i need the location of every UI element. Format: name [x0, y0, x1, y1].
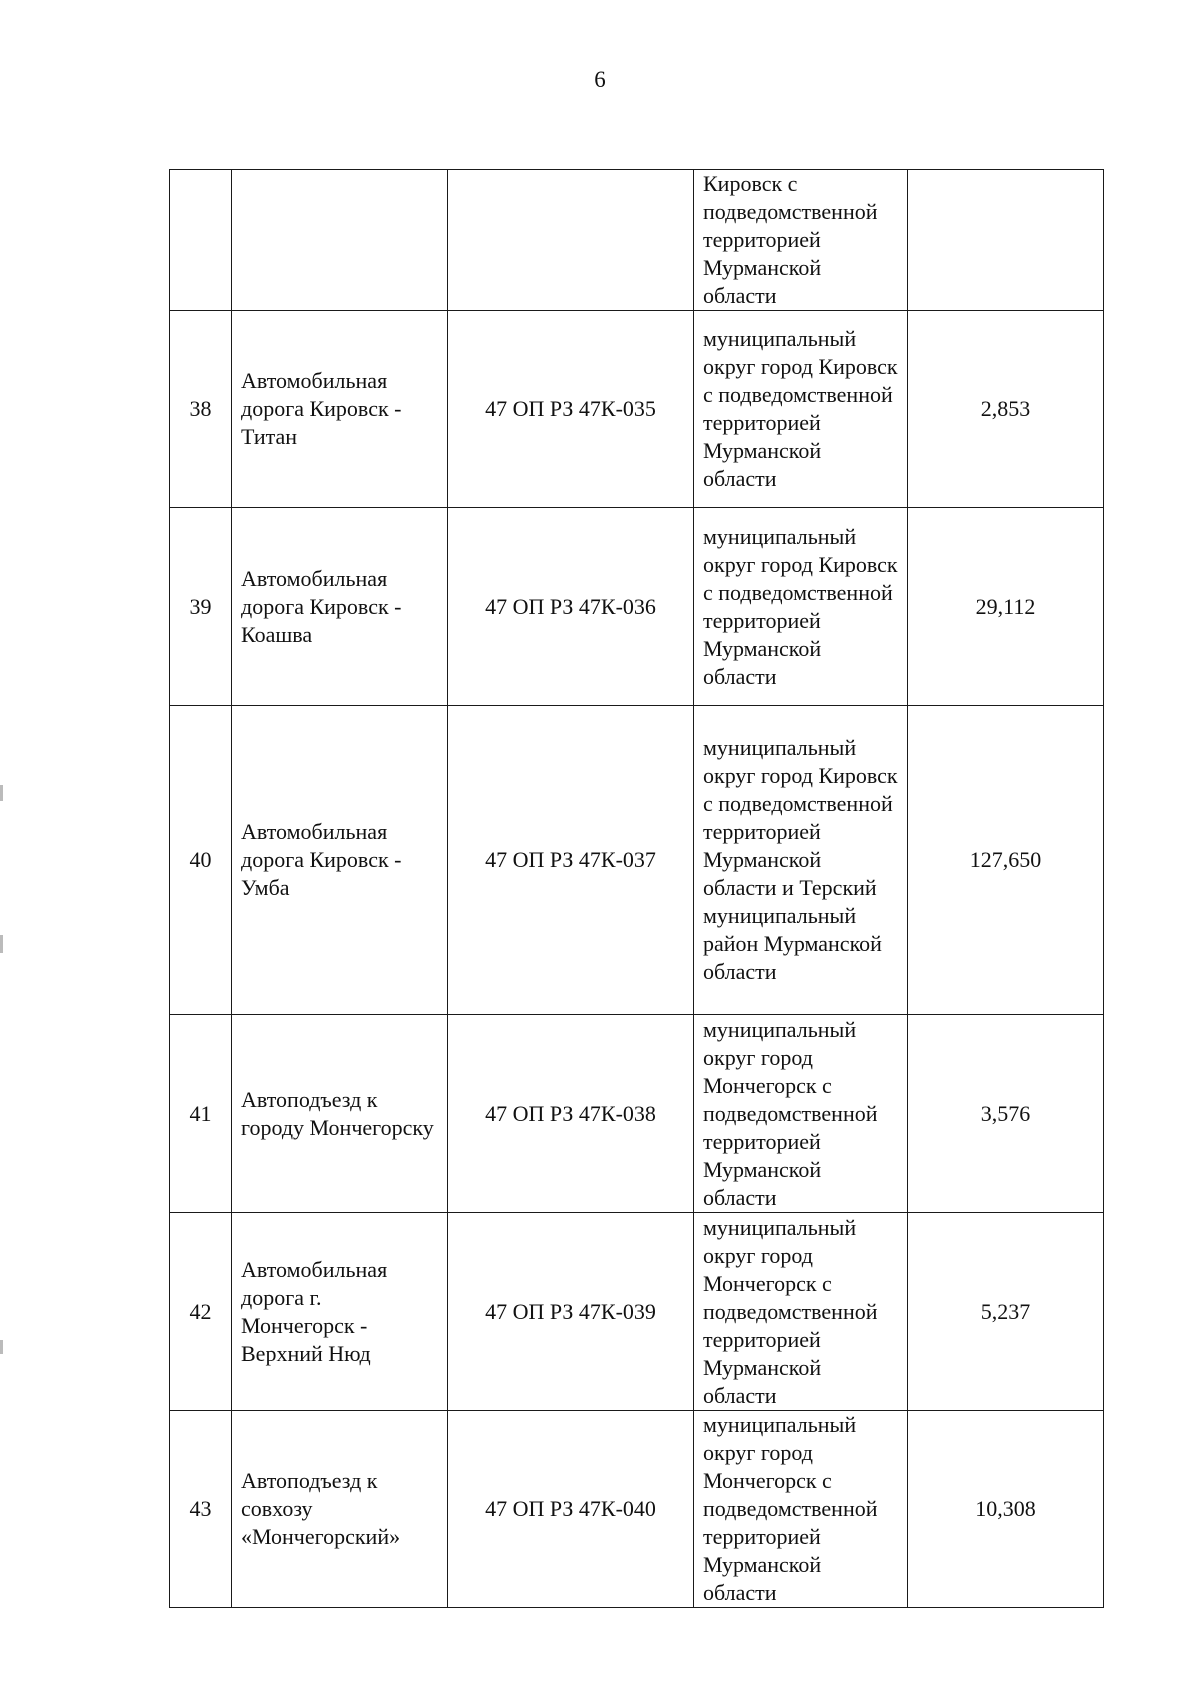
cell-id: 47 ОП РЗ 47К-039: [448, 1213, 694, 1411]
cell-territory: муниципальный округ город Мончегорск с подведомственной территорией Мурманской области: [694, 1411, 908, 1608]
cell-id: 47 ОП РЗ 47К-038: [448, 1015, 694, 1213]
roads-table: [169, 169, 1104, 1608]
cell-length: 2,853: [908, 311, 1104, 508]
scan-margin-mark: [0, 785, 3, 801]
cell-length: 5,237: [908, 1213, 1104, 1411]
cell-territory: Кировск с подведомственной территорией Мурманской области: [694, 170, 908, 311]
cell-name: Автомобильная дорога Кировск - Коашва: [232, 508, 448, 706]
table-row: [170, 1015, 1104, 1213]
scan-margin-mark: [0, 1340, 3, 1354]
cell-territory: муниципальный округ город Кировск с подведомственной территорией Мурманской области: [694, 508, 908, 706]
cell-length: 10,308: [908, 1411, 1104, 1608]
table-row: [170, 508, 1104, 706]
cell-territory: муниципальный округ город Кировск с подведомственной территорией Мурманской области и Терский муниципальный район Мурманской области: [694, 706, 908, 1015]
cell-territory: муниципальный округ город Кировск с подведомственной территорией Мурманской области: [694, 311, 908, 508]
cell-id: 47 ОП РЗ 47К-037: [448, 706, 694, 1015]
cell-num: 39: [170, 508, 232, 706]
cell-num: 43: [170, 1411, 232, 1608]
cell-num: [170, 170, 232, 311]
table-row: [170, 311, 1104, 508]
cell-name: Автомобильная дорога г. Мончегорск - Верхний Нюд: [232, 1213, 448, 1411]
cell-id: [448, 170, 694, 311]
table-row: [170, 1213, 1104, 1411]
cell-name: Автоподъезд к городу Мончегорску: [232, 1015, 448, 1213]
cell-name: [232, 170, 448, 311]
cell-num: 38: [170, 311, 232, 508]
page-number: 6: [594, 67, 606, 92]
cell-name: Автомобильная дорога Кировск - Титан: [232, 311, 448, 508]
cell-num: 41: [170, 1015, 232, 1213]
cell-length: 127,650: [908, 706, 1104, 1015]
cell-name: Автоподъезд к совхозу «Мончегорский»: [232, 1411, 448, 1608]
cell-id: 47 ОП РЗ 47К-035: [448, 311, 694, 508]
table-row-continuation: [170, 170, 1104, 311]
table-row: [170, 1411, 1104, 1608]
cell-territory: муниципальный округ город Мончегорск с подведомственной территорией Мурманской области: [694, 1213, 908, 1411]
scan-margin-mark: [0, 935, 3, 953]
table-row: [170, 706, 1104, 1015]
cell-length: [908, 170, 1104, 311]
cell-num: 42: [170, 1213, 232, 1411]
cell-num: 40: [170, 706, 232, 1015]
cell-length: 3,576: [908, 1015, 1104, 1213]
cell-id: 47 ОП РЗ 47К-040: [448, 1411, 694, 1608]
cell-name: Автомобильная дорога Кировск - Умба: [232, 706, 448, 1015]
cell-territory: муниципальный округ город Мончегорск с подведомственной территорией Мурманской области: [694, 1015, 908, 1213]
cell-id: 47 ОП РЗ 47К-036: [448, 508, 694, 706]
cell-length: 29,112: [908, 508, 1104, 706]
